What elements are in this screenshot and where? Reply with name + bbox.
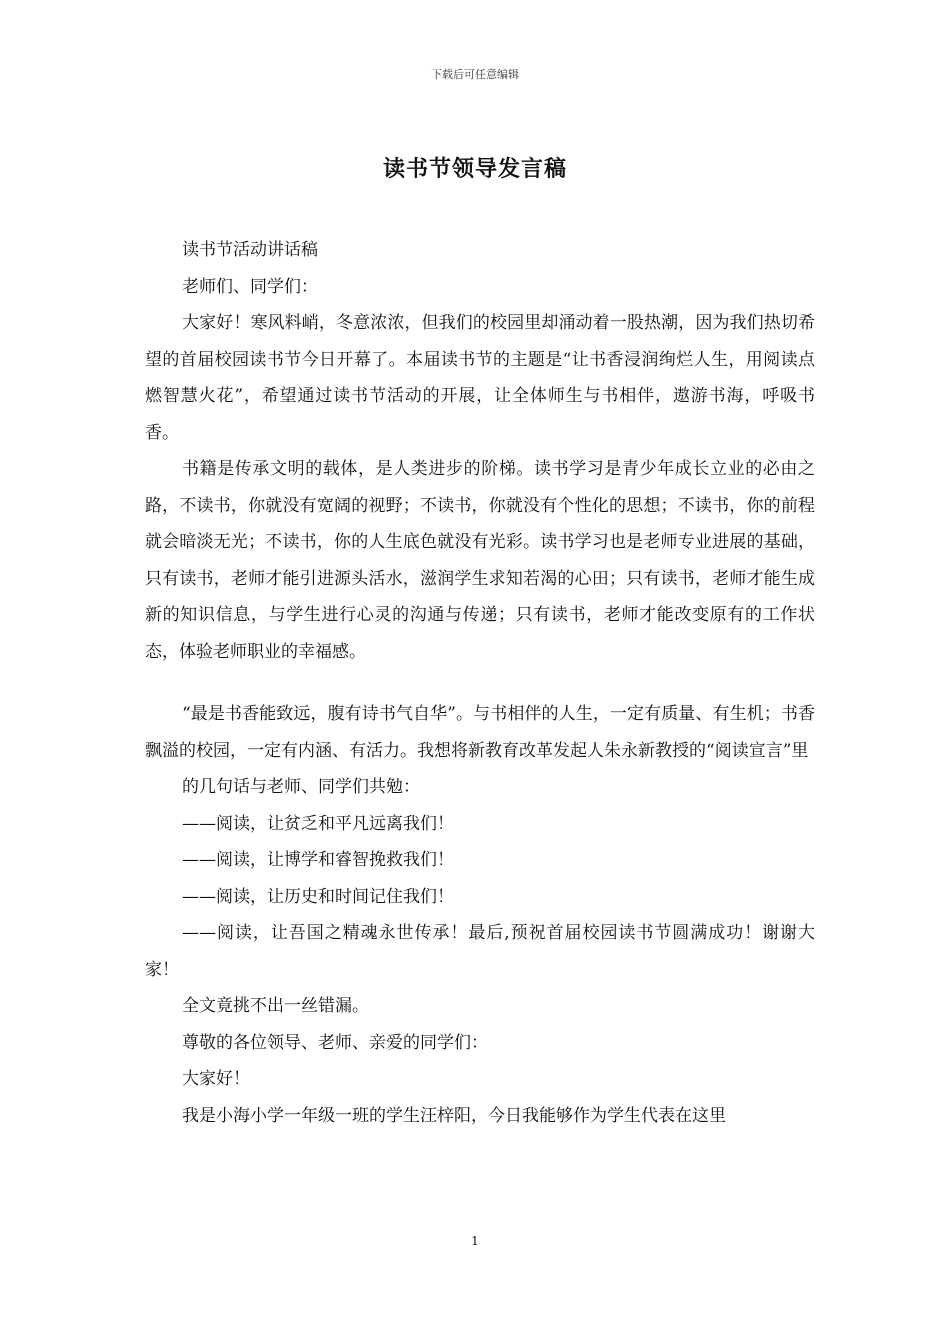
paragraph-second-salutation: 尊敬的各位领导、老师、亲爱的同学们：	[182, 1032, 488, 1053]
paragraph-books-importance: 书籍是传承文明的载体，是人类进步的阶梯。读书学习是青少年成长立业的必由之路，不读书，你就没有宽阔的视野；不读书，你就没有个性化的思想；不读书，你的前程就会暗淡无光；不读书，你的人生底色就没有光彩。读书学习也是老师专业进展的基础，只有读书，老师才能引进源头活水，滋润学生求知若渴的心田；只有读书，老师才能生成新的知识信息，与学生进行心灵的沟通与传递；只有读书，老师才能改变原有的工作状态，体验老师职业的幸福感。	[145, 459, 815, 662]
paragraph-student-intro: 我是小海小学一年级一班的学生汪梓阳，今日我能够作为学生代表在这里	[182, 1105, 726, 1126]
paragraph-quote: “最是书香能致远，腹有诗书气自华”。与书相伴的人生，一定有质量、有生机；书香飘溢的校园，一定有内涵、有活力。我想将新教育改革发起人朱永新教授的“阅读宣言”里	[145, 704, 815, 761]
paragraph-declaration-2: ——阅读，让博学和睿智挽救我们！	[182, 850, 454, 870]
document-title: 读书节领导发言稿	[382, 156, 567, 182]
page-number: 1	[471, 1234, 479, 1248]
paragraph-quote-continued: 的几句话与老师、同学们共勉：	[182, 777, 420, 797]
paragraph-opening: 大家好！寒风料峭，冬意浓浓，但我们的校园里却涌动着一股热潮，因为我们热切希望的首届校园读书节今日开幕了。本届读书节的主题是“让书香浸润绚烂人生，用阅读点燃智慧火花”，希望通过读书节活动的开展，让全体师生与书相伴，遨游书海，呼吸书香。	[145, 313, 815, 443]
document-body	[145, 232, 815, 1134]
paragraph-speech-heading: 读书节活动讲话稿	[182, 240, 318, 260]
paragraph-salutation: 老师们、同学们：	[182, 276, 318, 297]
paragraph-declaration-4: ——阅读，让吾国之精魂永世传承！最后,预祝首届校园读书节圆满成功！谢谢大家！	[145, 923, 815, 980]
paragraph-greeting: 大家好！	[182, 1069, 250, 1089]
paragraph-declaration-1: ——阅读，让贫乏和平凡远离我们！	[182, 813, 454, 834]
download-note: 下载后可任意编辑	[431, 68, 519, 81]
paragraph-note: 全文竟挑不出一丝错漏。	[182, 996, 369, 1016]
paragraph-declaration-3: ——阅读，让历史和时间记住我们！	[182, 886, 454, 907]
